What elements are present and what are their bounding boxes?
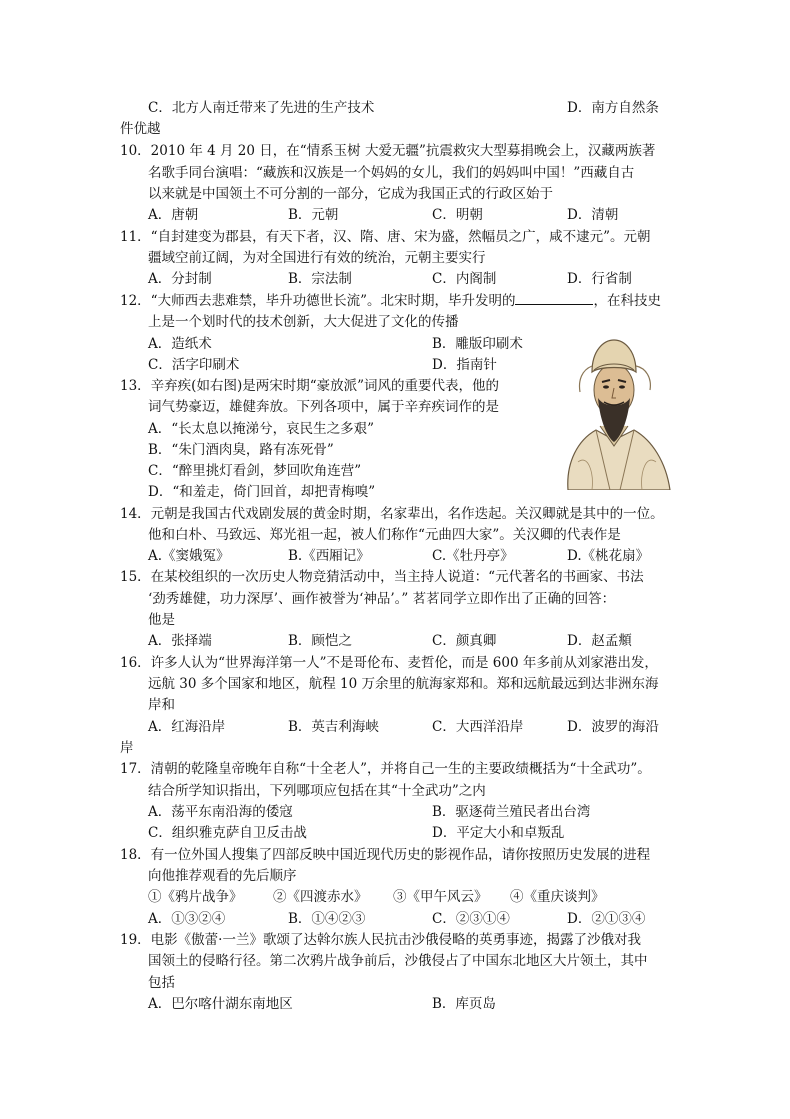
answer-blank <box>515 292 593 305</box>
q11-option-d: D．行省制 <box>567 271 632 287</box>
q16-option-d-cont: 岸 <box>120 740 134 756</box>
q13-line2: 词气势豪迈，雄健奔放。下列各项中，属于辛弃疾词作的是 <box>148 399 499 415</box>
q14-option-d: D.《桃花扇》 <box>567 548 650 564</box>
q19-line1: 19．电影《傲蕾·一兰》歌颂了达斡尔族人民抗击沙俄侵略的英勇事迹，揭露了沙俄对我 <box>120 932 641 948</box>
q16-line3: 岸和 <box>148 697 175 713</box>
q13-line1: 13．辛弃疾(如右图)是两宋时期“豪放派”词风的重要代表，他的 <box>120 378 500 394</box>
q9-option-d-cont: 件优越 <box>120 121 161 137</box>
q14-line1: 14．元朝是我国古代戏剧发展的黄金时期，名家辈出，名作迭起。关汉卿就是其中的一位。 <box>120 506 664 522</box>
q15-option-d: D．赵孟頫 <box>567 633 632 649</box>
q12-line1 <box>120 292 661 310</box>
xin-qiji-portrait-image <box>548 322 680 490</box>
q10-option-a: A．唐朝 <box>148 207 199 223</box>
q16-line2: 远航 30 多个国家和地区，航程 10 万余里的航海家郑和。郑和远航最远到达非洲东海 <box>148 676 659 692</box>
q10-line2: 名歌手同台演唱：“藏族和汉族是一个妈妈的女儿，我们的妈妈叫中国！”西藏自古 <box>148 165 635 181</box>
q19-option-b: B．库页岛 <box>432 996 496 1012</box>
q17-option-c: C．组织雅克萨自卫反击战 <box>148 825 307 841</box>
q18-item-1: ①《鸦片战争》 <box>148 889 243 905</box>
q11-line1: 11．“自封建变为郡县，有天下者，汉、隋、唐、宋为盛，然幅员之广，咸不逮元”。元朝 <box>120 229 651 245</box>
q16-line1: 16．许多人认为“世界海洋第一人”不是哥伦布、麦哲伦，而是 600 年多前从刘家港出发， <box>120 655 658 671</box>
q15-option-b: B．顾恺之 <box>288 633 352 649</box>
q16-option-b: B．英吉利海峡 <box>288 719 379 735</box>
q10-option-b: B．元朝 <box>288 207 339 223</box>
q12-option-c: C．活字印刷术 <box>148 357 240 373</box>
q15-line3: 他是 <box>148 612 175 628</box>
q16-option-c: C．大西洋沿岸 <box>432 719 524 735</box>
q18-option-a: A．①③②④ <box>148 911 226 927</box>
q14-line2: 他和白朴、马致远、郑光祖一起，被人们称作“元曲四大家”。关汉卿的代表作是 <box>148 527 621 543</box>
q13-option-d: D．“和羞走，倚门回首，却把青梅嗅” <box>148 484 376 500</box>
q16-option-d: D．波罗的海沿 <box>567 719 659 735</box>
q14-option-c: C.《牡丹亭》 <box>432 548 514 564</box>
q17-line2: 结合所学知识指出，下列哪项应包括在其“十全武功”之内 <box>148 783 486 799</box>
q18-item-2: ②《四渡赤水》 <box>273 889 368 905</box>
q11-option-a: A．分封制 <box>148 271 212 287</box>
q11-line2: 疆域空前辽阔，为对全国进行有效的统治，元朝主要实行 <box>148 250 486 266</box>
q17-option-d: D．平定大小和卓叛乱 <box>432 825 565 841</box>
q19-option-a: A．巴尔喀什湖东南地区 <box>148 996 293 1012</box>
q18-option-c: C．②③①④ <box>432 911 510 927</box>
q13-option-a: A．“长太息以掩涕兮，哀民生之多艰” <box>148 421 375 437</box>
q9-option-c: C．北方人南迁带来了先进的生产技术 <box>148 100 375 116</box>
q18-line1: 18．有一位外国人搜集了四部反映中国近现代历史的影视作品，请你按照历史发展的进程 <box>120 847 651 863</box>
q19-line3: 包括 <box>148 975 175 991</box>
q18-item-4: ④《重庆谈判》 <box>510 889 605 905</box>
q17-option-b: B．驱逐荷兰殖民者出台湾 <box>432 804 591 820</box>
q12-line2: 上是一个划时代的技术创新，大大促进了文化的传播 <box>148 314 459 330</box>
q18-option-b: B．①④②③ <box>288 911 366 927</box>
q11-option-c: C．内阁制 <box>432 271 497 287</box>
q10-option-d: D．清朝 <box>567 207 619 223</box>
q13-option-b: B．“朱门酒肉臭，路有冻死骨” <box>148 442 334 458</box>
q16-option-a: A．红海沿岸 <box>148 719 226 735</box>
q18-option-d: D．②①③④ <box>567 911 646 927</box>
q14-option-b: B.《西厢记》 <box>288 548 370 564</box>
q15-option-a: A．张择端 <box>148 633 212 649</box>
q18-line2: 向他推荐观看的先后顺序 <box>148 868 297 884</box>
q19-line2: 国领土的侵略行径。第二次鸦片战争前后，沙俄侵占了中国东北地区大片领土，其中 <box>148 953 648 969</box>
q15-option-c: C．颜真卿 <box>432 633 497 649</box>
q14-option-a: A.《窦娥冤》 <box>148 548 230 564</box>
q12-line1-end: ，在科技史 <box>593 293 661 309</box>
q18-item-3: ③《甲午风云》 <box>393 889 488 905</box>
q12-line1-start: 12．“大师西去悲难禁，毕升功德世长流”。北宋时期，毕升发明的 <box>120 293 516 309</box>
q12-option-b: B．雕版印刷术 <box>432 336 523 352</box>
q11-option-b: B．宗法制 <box>288 271 352 287</box>
q13-option-c: C．“醉里挑灯看剑，梦回吹角连营” <box>148 463 362 479</box>
q10-line3: 以来就是中国领土不可分割的一部分，它成为我国正式的行政区始于 <box>148 186 553 202</box>
q12-option-a: A．造纸术 <box>148 336 212 352</box>
q17-option-a: A．荡平东南沿海的倭寇 <box>148 804 293 820</box>
q9-option-d: D．南方自然条 <box>567 100 659 116</box>
q15-line1: 15．在某校组织的一次历史人物竞猜活动中，当主持人说道：“元代著名的书画家、书法 <box>120 569 644 585</box>
q10-line1: 10．2010 年 4 月 20 日，在“情系玉树 大爱无疆”抗震救灾大型募捐晚会上，汉藏两族著 <box>120 143 656 159</box>
q10-option-c: C．明朝 <box>432 207 483 223</box>
q17-line1: 17．清朝的乾隆皇帝晚年自称“十全老人”，并将自己一生的主要政绩概括为“十全武功”。 <box>120 761 651 777</box>
q15-line2: ‘劲秀雄健，功力深厚’、画作被誉为‘神品’。” 茗茗同学立即作出了正确的回答： <box>148 591 616 607</box>
q12-option-d: D．指南针 <box>432 357 497 373</box>
